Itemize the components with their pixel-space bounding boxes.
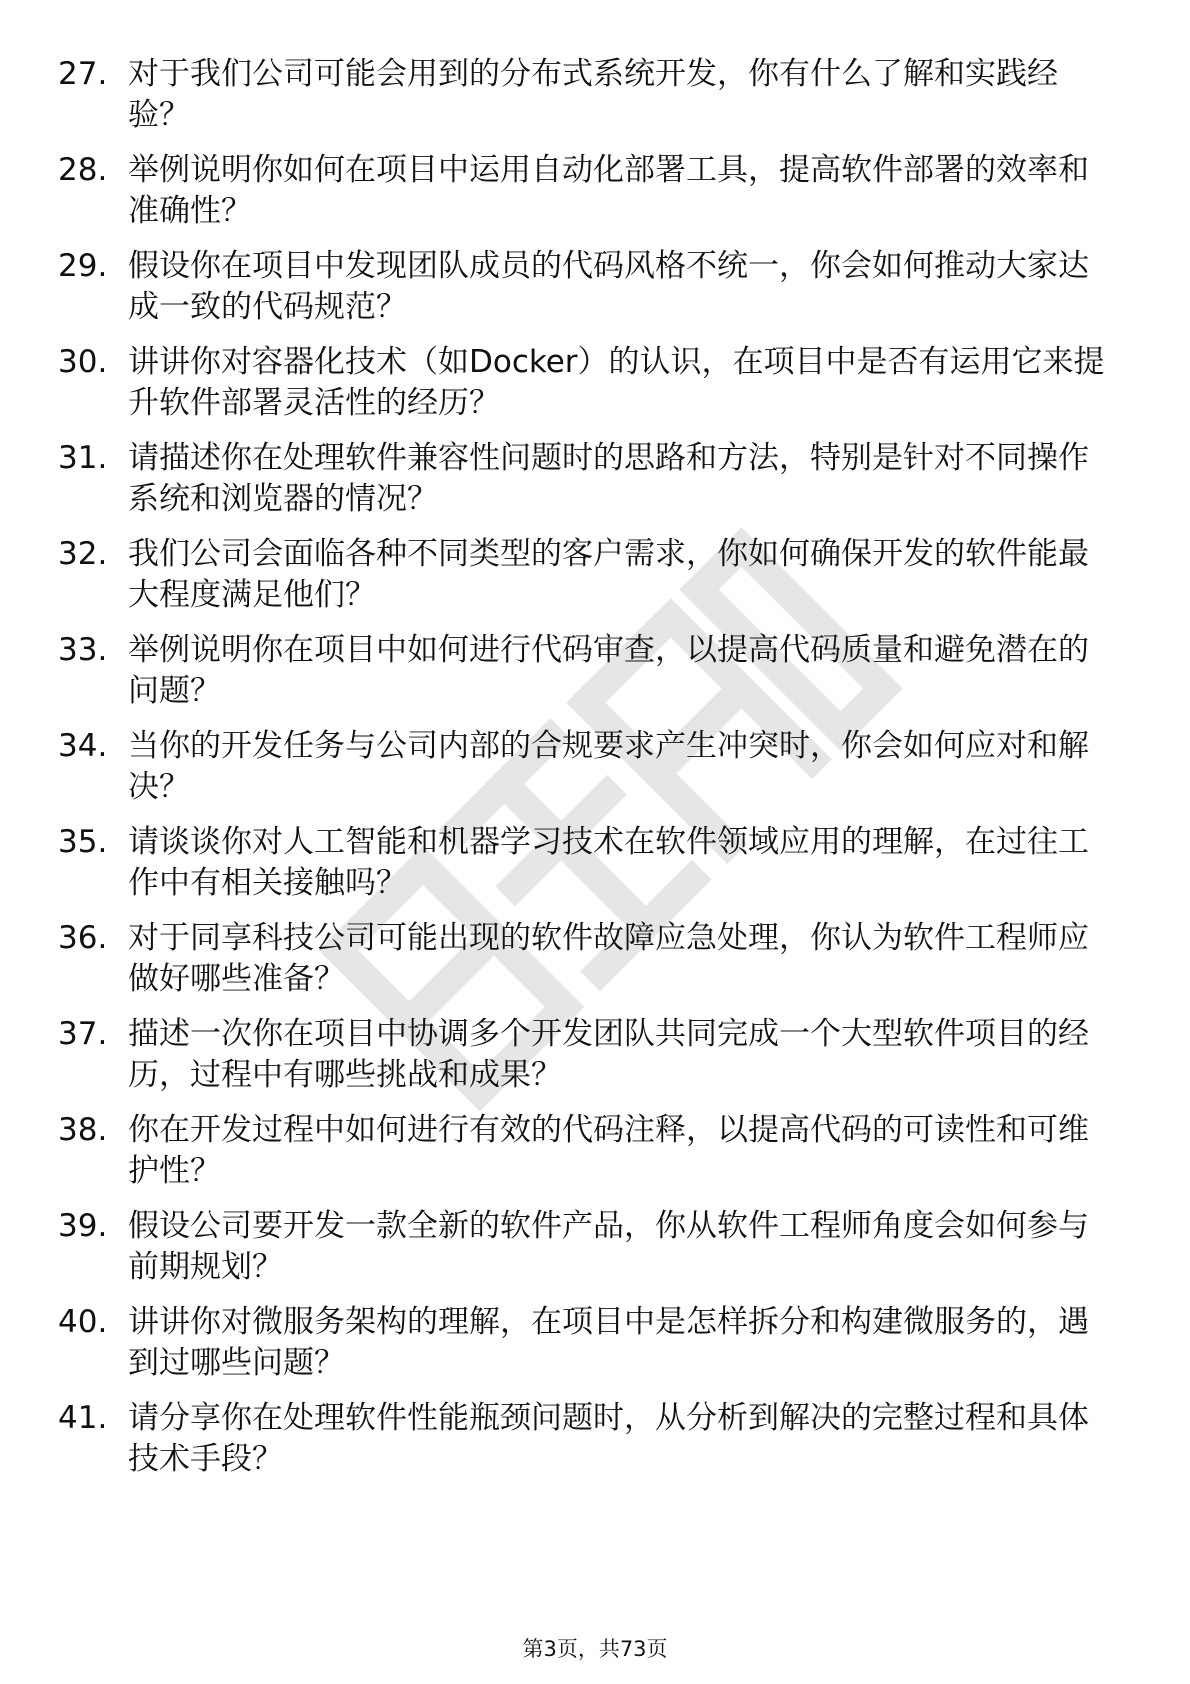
- question-number: 31.: [58, 440, 108, 476]
- question-text: 当你的开发任务与公司内部的合规要求产生冲突时，你会如何应对和解决？: [128, 728, 1089, 805]
- question-item: [58, 1014, 1118, 1110]
- question-item: [58, 54, 1118, 150]
- question-item: [58, 534, 1118, 630]
- question-text: 对于我们公司可能会用到的分布式系统开发，你有什么了解和实践经验？: [128, 56, 1058, 133]
- question-number: 34.: [58, 728, 108, 764]
- question-text: 我们公司会面临各种不同类型的客户需求，你如何确保开发的软件能最大程度满足他们？: [128, 536, 1089, 613]
- question-item: [58, 438, 1118, 534]
- question-text: 讲讲你对微服务架构的理解，在项目中是怎样拆分和构建微服务的，遇到过哪些问题？: [128, 1304, 1089, 1381]
- question-number: 35.: [58, 824, 108, 860]
- question-number: 30.: [58, 344, 108, 380]
- question-number: 32.: [58, 536, 108, 572]
- question-list: [58, 54, 1118, 1494]
- question-item: [58, 630, 1118, 726]
- question-text: 讲讲你对容器化技术（如Docker）的认识，在项目中是否有运用它来提升软件部署灵活性的经历？: [128, 344, 1105, 421]
- question-number: 37.: [58, 1016, 108, 1052]
- question-number: 28.: [58, 152, 108, 188]
- question-text: 假设你在项目中发现团队成员的代码风格不统一，你会如何推动大家达成一致的代码规范？: [128, 248, 1089, 325]
- question-item: [58, 246, 1118, 342]
- question-item: [58, 918, 1118, 1014]
- question-number: 40.: [58, 1304, 108, 1340]
- question-item: [58, 726, 1118, 822]
- question-item: [58, 1398, 1118, 1494]
- question-text: 举例说明你如何在项目中运用自动化部署工具，提高软件部署的效率和准确性？: [128, 152, 1089, 229]
- question-text: 你在开发过程中如何进行有效的代码注释，以提高代码的可读性和可维护性？: [128, 1112, 1089, 1189]
- question-item: [58, 1206, 1118, 1302]
- question-text: 描述一次你在项目中协调多个开发团队共同完成一个大型软件项目的经历，过程中有哪些挑战和成果？: [128, 1016, 1089, 1093]
- question-number: 27.: [58, 56, 108, 92]
- question-number: 39.: [58, 1208, 108, 1244]
- question-number: 29.: [58, 248, 108, 284]
- question-number: 33.: [58, 632, 108, 668]
- question-item: [58, 822, 1118, 918]
- question-number: 38.: [58, 1112, 108, 1148]
- question-text: 举例说明你在项目中如何进行代码审查，以提高代码质量和避免潜在的问题？: [128, 632, 1089, 709]
- question-item: [58, 1302, 1118, 1398]
- question-text: 请分享你在处理软件性能瓶颈问题时，从分析到解决的完整过程和具体技术手段？: [128, 1400, 1089, 1477]
- question-number: 36.: [58, 920, 108, 956]
- question-text: 对于同享科技公司可能出现的软件故障应急处理，你认为软件工程师应做好哪些准备？: [128, 920, 1089, 997]
- question-item: [58, 342, 1118, 438]
- question-text: 请谈谈你对人工智能和机器学习技术在软件领域应用的理解，在过往工作中有相关接触吗？: [128, 824, 1089, 901]
- page-footer: 第3页，共73页: [522, 1637, 668, 1661]
- question-text: 请描述你在处理软件兼容性问题时的思路和方法，特别是针对不同操作系统和浏览器的情况？: [128, 440, 1089, 517]
- question-text: 假设公司要开发一款全新的软件产品，你从软件工程师角度会如何参与前期规划？: [128, 1208, 1089, 1285]
- question-item: [58, 150, 1118, 246]
- question-number: 41.: [58, 1400, 108, 1436]
- question-item: [58, 1110, 1118, 1206]
